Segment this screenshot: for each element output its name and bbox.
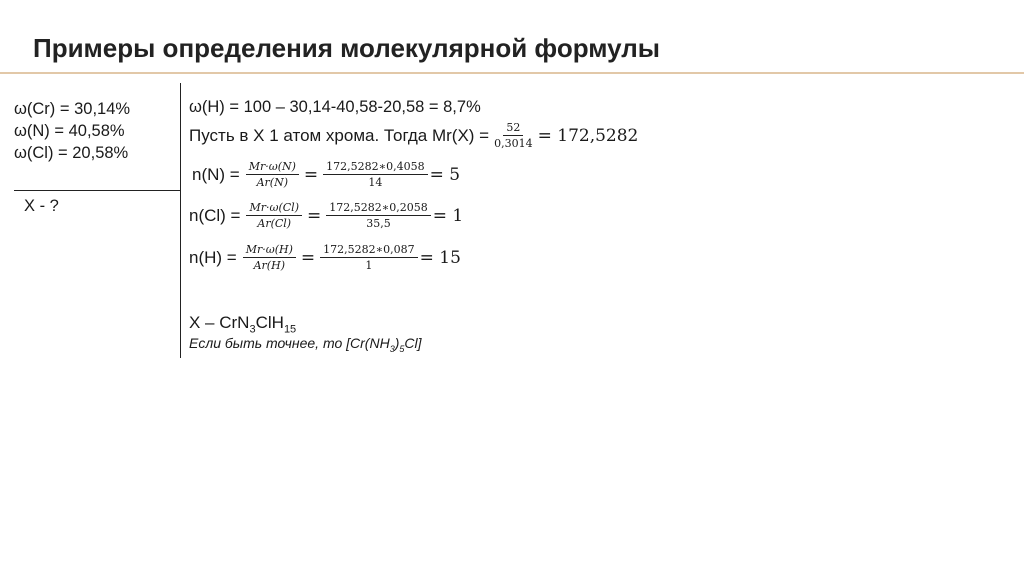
n-hydrogen-value-fraction	[320, 243, 417, 272]
molar-mass-text: Пусть в X 1 атом хрома. Тогда Mr(X) =	[189, 125, 490, 145]
n-chlorine-formula-fraction	[246, 201, 302, 230]
fraction-numerator: 172,5282∗0,2058	[326, 201, 430, 216]
n-hydrogen-line	[189, 243, 461, 272]
n-nitrogen-formula-fraction	[246, 160, 299, 189]
equals-sign: =	[303, 164, 319, 185]
equals-sign: =	[307, 205, 322, 226]
fraction-denominator: 1	[365, 259, 373, 272]
fraction-denominator: 14	[368, 176, 383, 189]
note-suffix: Cl]	[404, 335, 422, 351]
n-hydrogen-label: n(H) =	[189, 247, 237, 267]
formula-subscript: 15	[283, 323, 297, 336]
molecular-formula	[189, 313, 296, 335]
fraction-numerator: 172,5282∗0,4058	[323, 160, 427, 175]
n-nitrogen-result: = 5	[429, 164, 461, 185]
slide-title: Примеры определения молекулярной формулы	[33, 33, 660, 63]
vertical-divider	[180, 83, 181, 358]
fraction-denominator: 0,3014	[494, 137, 533, 150]
precise-formula-note	[189, 335, 422, 354]
n-chlorine-value-fraction	[326, 201, 430, 230]
hydrogen-fraction-line: ω(H) = 100 – 30,14-40,58-20,58 = 8,7%	[189, 98, 481, 116]
fraction-denominator: Ar(H)	[253, 259, 285, 272]
given-divider	[14, 190, 181, 191]
given-block	[14, 98, 174, 164]
n-chlorine-result: = 1	[432, 205, 464, 226]
fraction-numerator: Mr·ω(N)	[246, 160, 299, 175]
n-chlorine-label: n(Cl) =	[189, 205, 241, 225]
fraction-denominator: 35,5	[366, 217, 391, 230]
molar-mass-fraction	[491, 121, 536, 150]
note-prefix: Если быть точнее, то [Cr(NH	[189, 335, 390, 351]
formula-subscript: 3	[249, 323, 256, 336]
fraction-numerator: Mr·ω(H)	[243, 243, 296, 258]
fraction-numerator: 172,5282∗0,087	[320, 243, 417, 258]
n-chlorine-line	[189, 201, 463, 230]
equals-sign: =	[300, 247, 316, 268]
formula-prefix: X – CrN	[189, 313, 250, 332]
given-cl: ω(Cl) = 20,58%	[14, 144, 129, 162]
find-label: X - ?	[24, 197, 59, 215]
fraction-denominator: Ar(N)	[256, 176, 289, 189]
n-nitrogen-value-fraction	[323, 160, 427, 189]
fraction-denominator: Ar(Cl)	[257, 217, 292, 230]
given-cr: ω(Cr) = 30,14%	[14, 100, 131, 118]
given-n: ω(N) = 40,58%	[14, 122, 125, 140]
molar-mass-result: = 172,5282	[537, 125, 639, 146]
note-subscript: 5	[399, 343, 405, 354]
n-hydrogen-result: = 15	[419, 247, 461, 268]
fraction-numerator: 52	[503, 121, 523, 136]
n-nitrogen-label: n(N) =	[192, 164, 240, 184]
formula-middle: ClH	[255, 313, 284, 332]
note-subscript: 3	[389, 343, 395, 354]
molar-mass-line	[189, 121, 638, 150]
title-divider	[0, 72, 1024, 74]
n-nitrogen-line	[192, 160, 460, 189]
fraction-numerator: Mr·ω(Cl)	[246, 201, 302, 216]
note-middle: )	[394, 335, 400, 351]
n-hydrogen-formula-fraction	[243, 243, 296, 272]
